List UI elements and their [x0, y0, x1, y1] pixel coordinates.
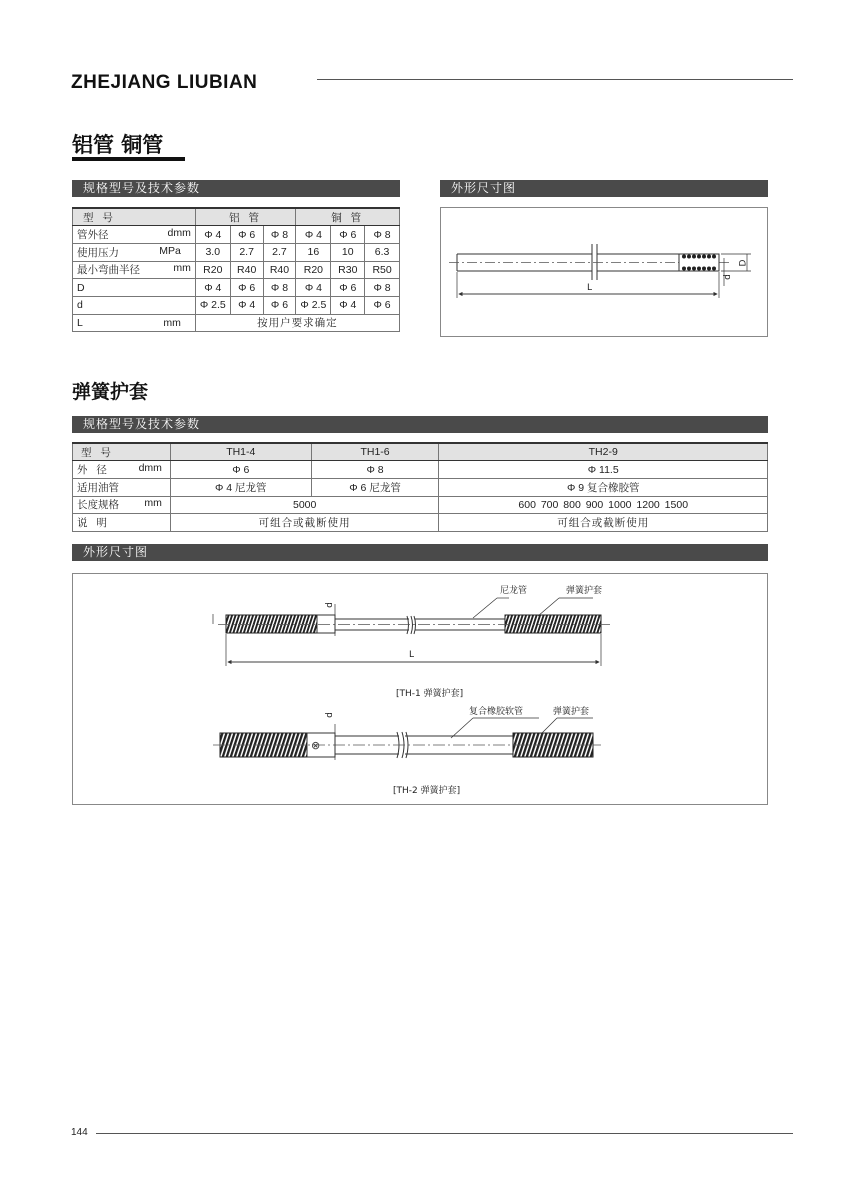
table-row: D Φ 4 Φ 6 Φ 8 Φ 4 Φ 6 Φ 8 — [73, 279, 400, 297]
table-row: 说 明 可组合或截断使用 可组合或截断使用 — [73, 514, 768, 532]
label-rubber-hose: 复合橡胶软管 — [469, 707, 524, 717]
section2-dims-bar: 外形尺寸图 — [72, 544, 768, 561]
table-row: d Φ 2.5 Φ 4 Φ 6 Φ 2.5 Φ 4 Φ 6 — [73, 296, 400, 314]
tube-diagram-svg — [441, 208, 769, 338]
dim-d-label: d — [722, 274, 733, 280]
section1-title-underline — [72, 157, 185, 161]
header-rule — [317, 79, 793, 80]
label-spring-sleeve-bottom: 弹簧护套 — [553, 707, 590, 717]
table-row: 使用压力 MPa 3.0 2.7 2.7 16 10 6.3 — [73, 243, 400, 261]
section2-title: 弹簧护套 — [72, 381, 149, 403]
page-number: 144 — [71, 1127, 88, 1138]
dim-D-label: D — [738, 259, 749, 267]
caption-th1: [TH-1 弹簧护套] — [396, 689, 464, 699]
footer-rule — [96, 1133, 793, 1134]
table-row: 外 径 dmm Φ 6 Φ 8 Φ 11.5 — [73, 461, 768, 479]
header-aluminum: 铝 管 — [195, 208, 296, 226]
section1-params-bar: 规格型号及技术参数 — [72, 180, 400, 197]
section1-title: 铝管 铜管 — [72, 133, 164, 157]
header-th1-6: TH1-6 — [311, 443, 439, 461]
header-copper: 铜 管 — [296, 208, 400, 226]
table-header-row — [73, 443, 768, 461]
brand-title: ZHEJIANG LIUBIAN — [71, 72, 258, 93]
caption-th2: [TH-2 弹簧护套] — [393, 786, 461, 796]
svg-text:⊗: ⊗ — [311, 739, 321, 752]
header-model-label: 型 号 — [73, 443, 171, 461]
table-row: 长度规格 mm 5000 600 700 800 900 1000 1200 1500 — [73, 496, 768, 514]
section2-diagram — [72, 573, 768, 805]
section2-spec-table — [72, 442, 768, 532]
table-row: 管外径 dmm Φ 4 Φ 6 Φ 8 Φ 4 Φ 6 Φ 8 — [73, 226, 400, 244]
section1-dims-bar: 外形尺寸图 — [440, 180, 768, 197]
dim-d-bottom-label: d — [324, 712, 335, 718]
table-header-row — [73, 208, 400, 226]
table-row: L mm 按用户要求确定 — [73, 314, 400, 332]
header-model-label: 型 号 — [73, 208, 196, 226]
dim-L-label: L — [587, 283, 593, 293]
header-th1-4: TH1-4 — [170, 443, 311, 461]
section2-params-bar: 规格型号及技术参数 — [72, 416, 768, 433]
table-row: 适用油管 Φ 4 尼龙管 Φ 6 尼龙管 Φ 9 复合橡胶管 — [73, 478, 768, 496]
section1-diagram — [440, 207, 768, 337]
table-row: 最小弯曲半径 mm R20 R40 R40 R20 R30 R50 — [73, 261, 400, 279]
header-th2-9: TH2-9 — [439, 443, 768, 461]
dim-d-top-label: d — [324, 602, 335, 608]
section1-spec-table — [72, 207, 400, 332]
label-spring-sleeve-top: 弹簧护套 — [566, 586, 603, 596]
dim-L-label: L — [409, 650, 415, 660]
label-nylon-tube: 尼龙管 — [500, 586, 528, 596]
